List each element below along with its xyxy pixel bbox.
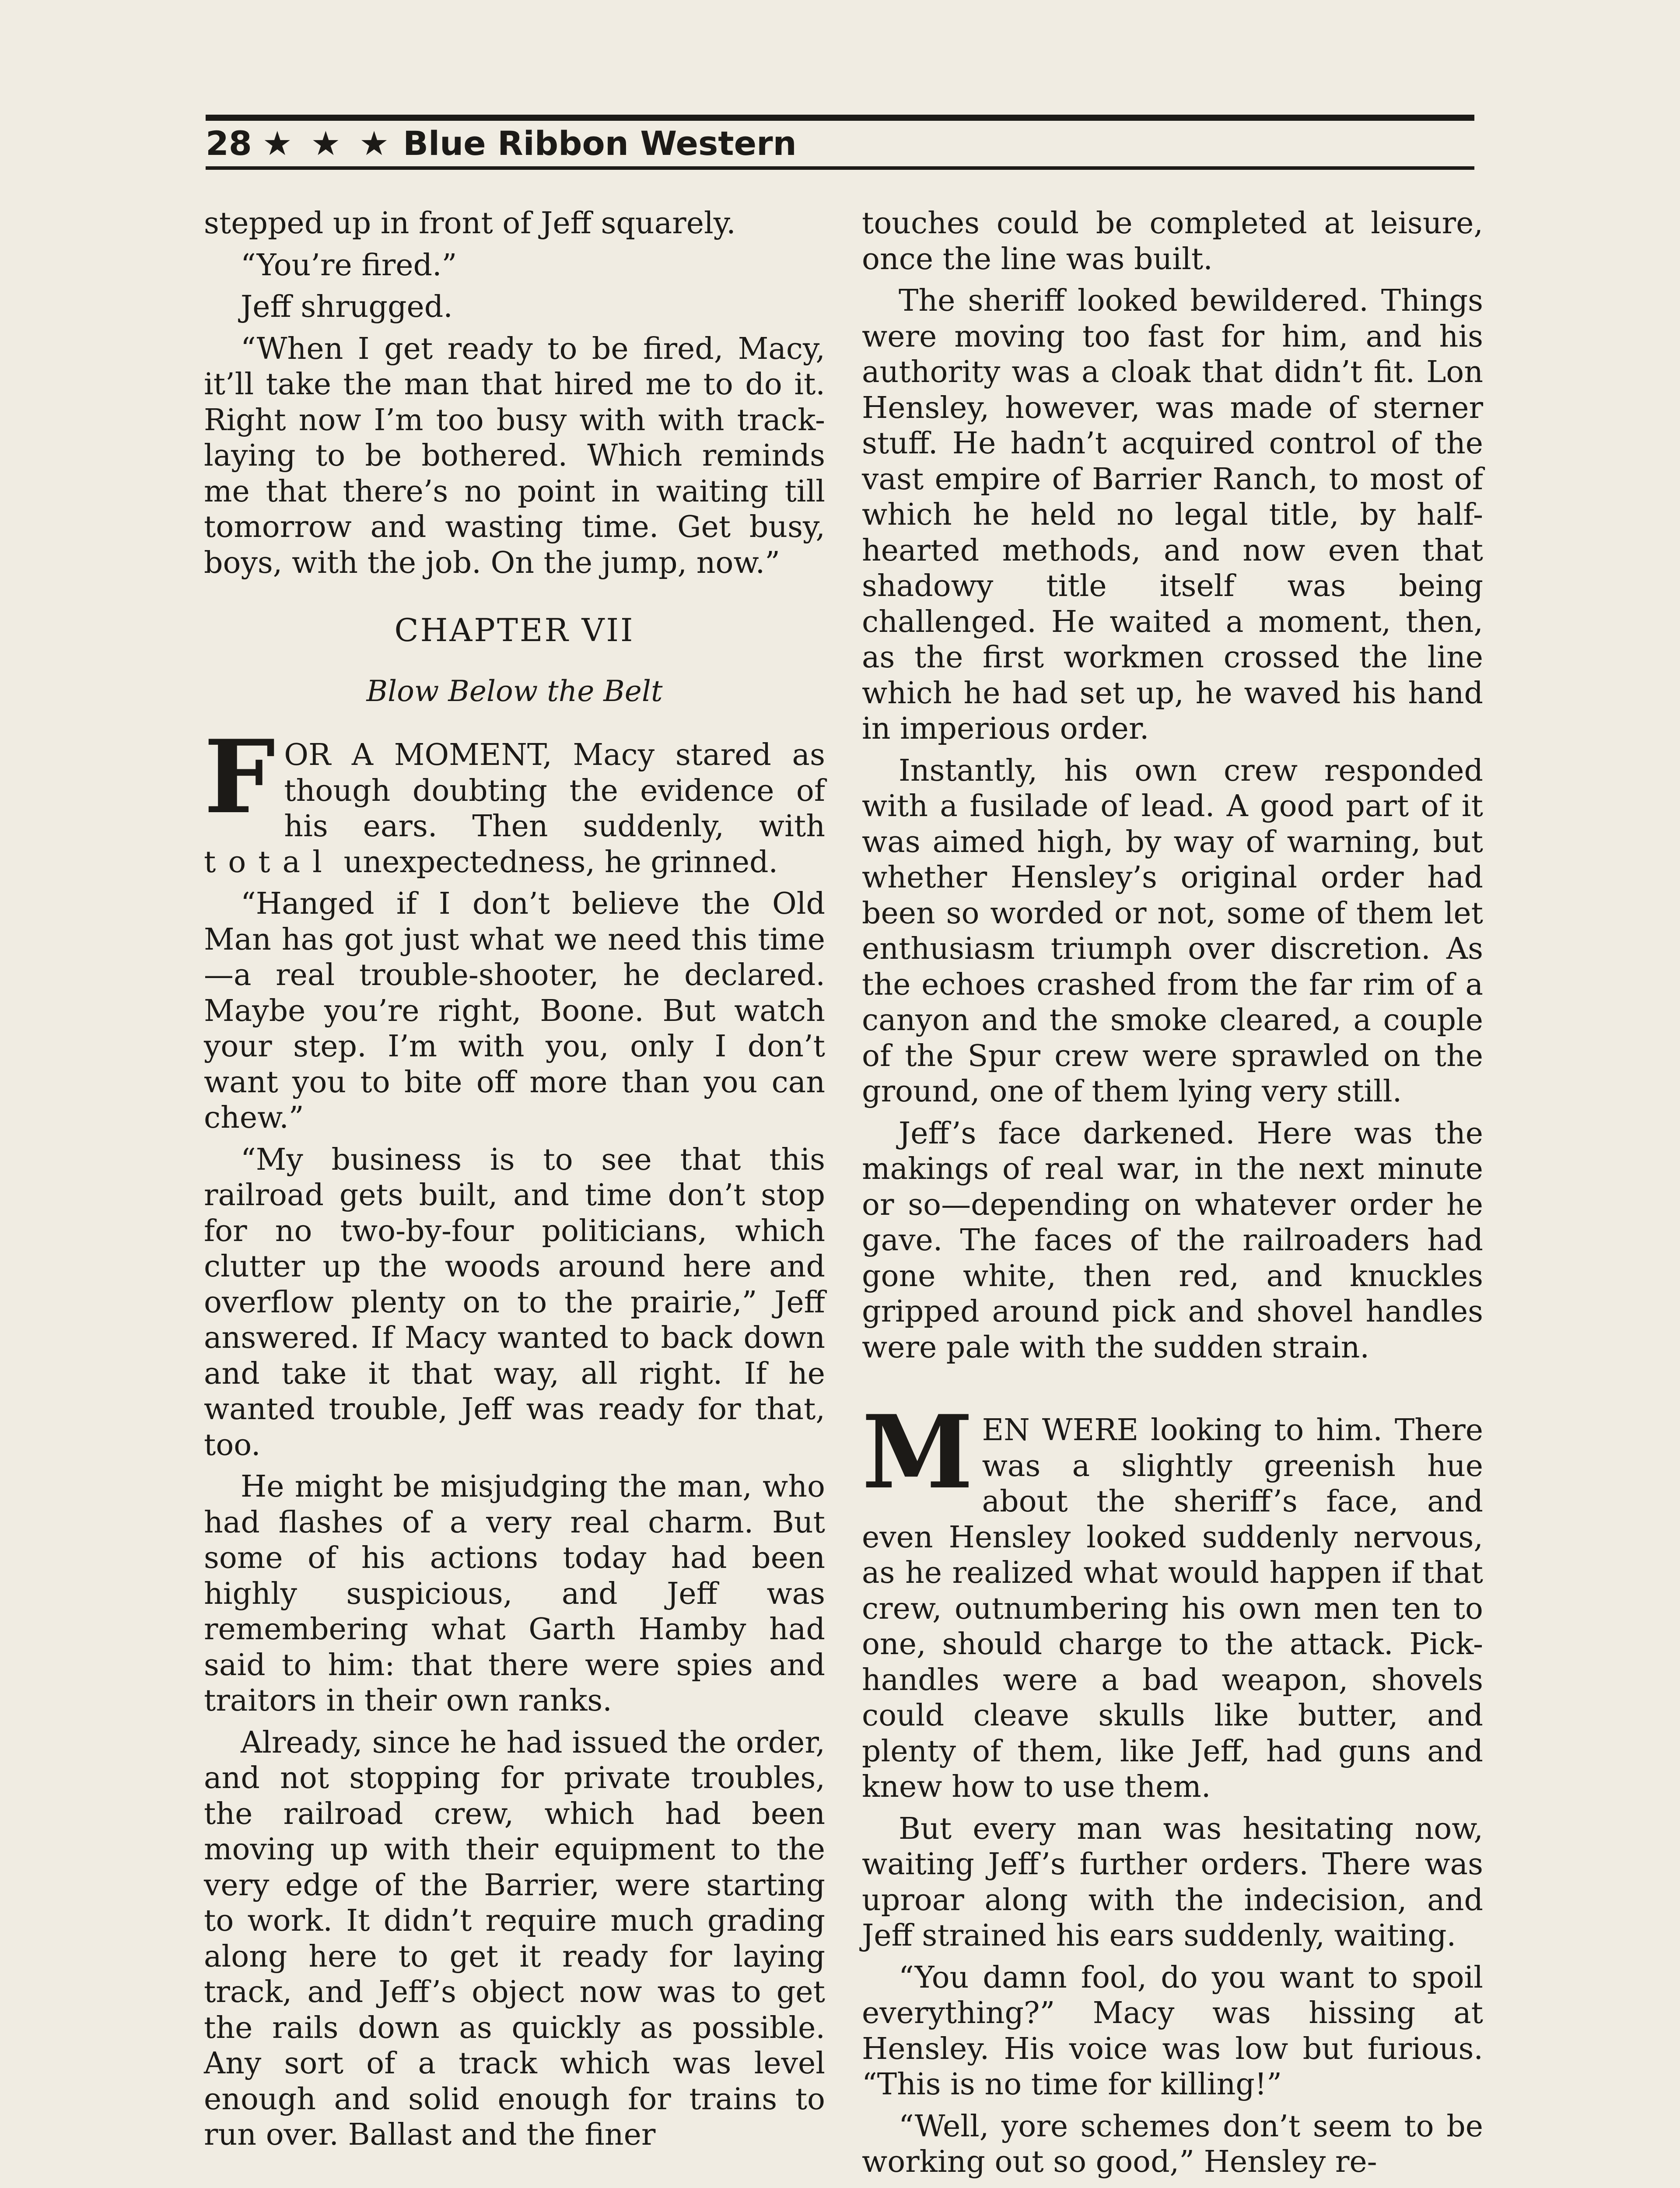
paragraph-text: Macy stared as though doubting the evidence of his ears. Then suddenly, with <box>284 738 825 844</box>
spaced-word: total <box>204 845 334 880</box>
header-text <box>206 121 797 166</box>
paragraph: Jeff shrugged. <box>241 290 453 324</box>
right-column <box>862 206 1483 2186</box>
left-column <box>204 206 825 2159</box>
paragraph: “When I get ready to be fired, Macy, it’ll take the man that hired me to do it. Right now I’m too busy with with track-laying to be bothered. Which reminds me that there’s no point in waiting till tomorrow and wasting time. Get busy, boys, with the job. On the jump, now.” <box>204 331 825 580</box>
running-header <box>206 115 1474 172</box>
lead-in: OR A MOMENT, <box>284 738 552 772</box>
paragraph-text: looking to him. There was a slightly greenish hue about the sheriff’s face, and even Hensley looked suddenly nervous, as he realized what would happen if that crew, outnumbering his own men ten to one, should charge to the attack. Pick-handles were a bad weapon, shovels could cleave skulls like butter, and plenty of them, like Jeff, had guns and knew how to use them. <box>862 1413 1483 1804</box>
paragraph: “Hanged if I don’t believe the Old Man has got just what we need this time—a real trouble-shooter, he declared. Maybe you’re right, Boone. But watch your step. I’m with you, only I don’t want you to bite off more than you can chew.” <box>204 887 825 1135</box>
paragraph: stepped up in front of Jeff squarely. <box>204 206 736 241</box>
drop-cap: M <box>862 1393 973 1511</box>
paragraph-text: unexpectedness, he grinned. <box>334 845 778 880</box>
chapter-heading: CHAPTER VII <box>394 612 635 649</box>
opening-paragraph <box>204 718 825 880</box>
paragraph: touches could be completed at leisure, once the line was built. <box>862 206 1483 277</box>
paragraph: The sheriff looked bewildered. Things were moving too fast for him, and his authority was a cloak that didn’t fit. Lon Hensley, however, was made of sterner stuff. He hadn’t acquired control of the vast empire of Barrier Ranch, to most of which he held no legal title, by half-hearted methods, and now even that shadowy title itself was being challenged. He waited a moment, then, as the first workmen crossed the line which he had set up, he waved his hand in imperious order. <box>862 284 1483 746</box>
paragraph: Already, since he had issued the order, and not stopping for private troubles, the railroad crew, which had been moving up with their equipment to the very edge of the Barrier, were starting to work. It didn’t require much grading along here to get it ready for laying track, and Jeff’s object now was to get the rails down as quickly as possible. Any sort of a track which was level enough and solid enough for trains to run over. Ballast and the finer <box>204 1725 825 2152</box>
magazine-title: Blue Ribbon Western <box>403 124 797 163</box>
paragraph: “You’re fired.” <box>241 248 457 283</box>
page-number: 28 <box>206 124 252 163</box>
star-icons: ★ ★ ★ <box>262 124 393 163</box>
paragraph: “My business is to see that this railroad gets built, and time don’t stop for no two-by-four politicians, which clutter up the woods around here and overflow plenty on to the prairie,” Jeff answered. If Macy wanted to back down and take it that way, all right. If he wanted trouble, Jeff was ready for that, too. <box>204 1142 825 1462</box>
paragraph: “Well, yore schemes don’t seem to be working out so good,” Hensley re- <box>862 2109 1483 2179</box>
header-bottom-rule <box>206 166 1474 170</box>
header-top-rule <box>206 115 1474 121</box>
paragraph: He might be misjudging the man, who had flashes of a very real charm. But some of his actions today had been highly suspicious, and Jeff was remembering what Garth Hamby had said to him: that there were spies and traitors in their own ranks. <box>204 1469 825 1718</box>
paragraph: But every man was hesitating now, waiting Jeff’s further orders. There was uproar along with the indecision, and Jeff strained his ears suddenly, waiting. <box>862 1811 1483 1953</box>
chapter-subtitle: Blow Below the Belt <box>366 674 663 708</box>
section-opening-paragraph <box>862 1393 1483 1805</box>
drop-cap: F <box>204 718 276 836</box>
paragraph: Jeff’s face darkened. Here was the makings of real war, in the next minute or so—depending on whatever order he gave. The faces of the railroaders had gone white, then red, and knuckles gripped around pick and shovel handles were pale with the sudden strain. <box>862 1116 1483 1365</box>
paragraph: “You damn fool, do you want to spoil everything?” Macy was hissing at Hensley. His voice was low but furious. “This is no time for killing!” <box>862 1960 1483 2102</box>
lead-in: EN WERE <box>982 1413 1139 1448</box>
paragraph: Instantly, his own crew responded with a fusilade of lead. A good part of it was aimed high, by way of warning, but whether Hensley’s original order had been so worded or not, some of them let enthusiasm triumph over discretion. As the echoes crashed from the far rim of a canyon and the smoke cleared, a couple of the Spur crew were sprawled on the ground, one of them lying very still. <box>862 753 1483 1109</box>
